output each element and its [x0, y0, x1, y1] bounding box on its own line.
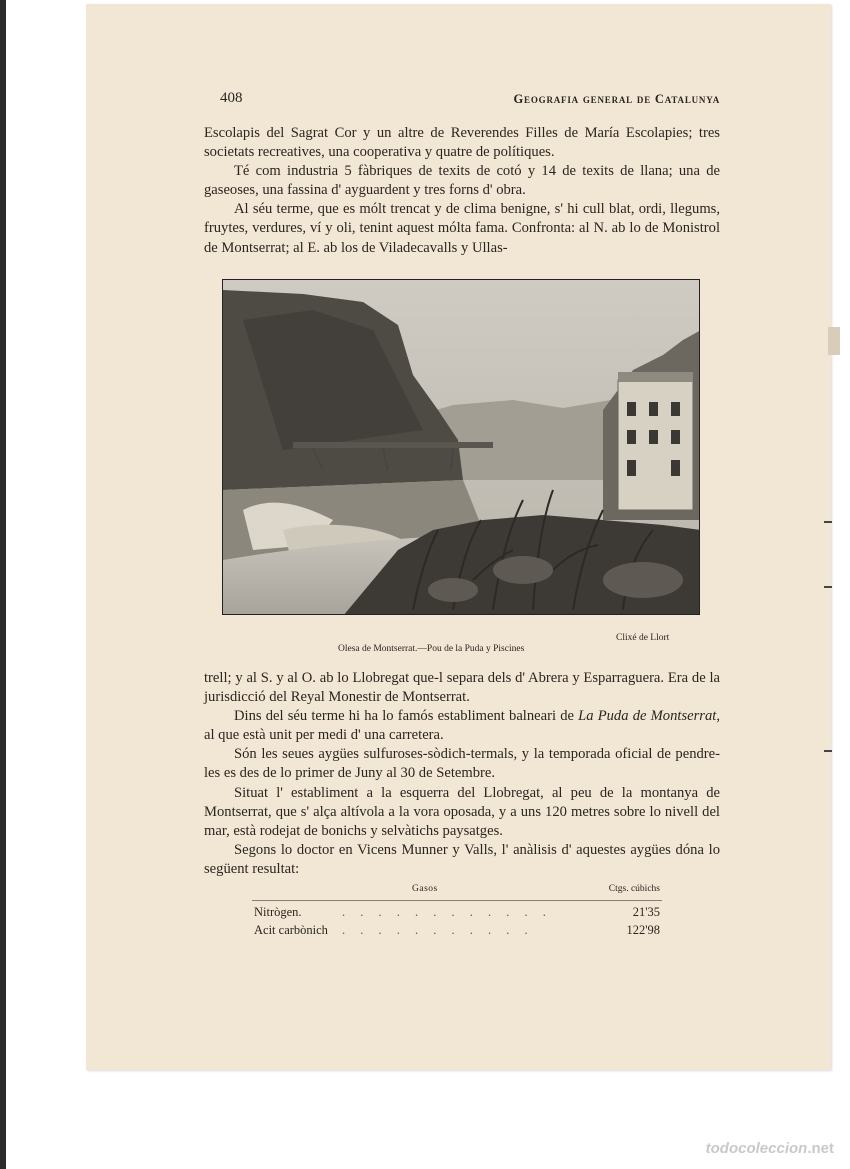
watermark	[706, 1140, 834, 1157]
row-value: 21'35	[632, 905, 660, 919]
paragraph: Escolapis del Sagrat Cor y un altre de Reverendes Filles de María Escolapies; tres societats recreatives, una cooperativa y quatre de polítiques.	[204, 125, 720, 161]
page-tab	[828, 327, 840, 355]
table-header	[252, 884, 662, 901]
text-block-bottom	[204, 669, 720, 879]
paragraph-text: , al que està unit per medi d' una carretera.	[204, 708, 720, 744]
margin-mark	[824, 521, 832, 523]
margin-mark	[824, 750, 832, 752]
paragraph: Són les seues aygües sulfuroses-sòdich-termals, y la temporada oficial de pendre-les es des de lo primer de Juny al 30 de Setembre.	[204, 746, 720, 782]
establishment-name: La Puda de Montserrat	[578, 708, 717, 725]
leader-dots: . . . . . . . . . . . .	[342, 905, 552, 919]
table-row	[252, 903, 662, 919]
paragraph: Té com industria 5 fàbriques de texits de cotó y 14 de texits de llana; una de gaseoses, una fassina d' ayguardent y tres forns d' obra.	[204, 163, 720, 199]
page-number: 408	[220, 90, 243, 106]
paragraph: Al séu terme, que es mólt trencat y de clima benigne, s' hi cull blat, ordi, llegums, fruytes, verdures, ví y oli, tenint aquest mólta fama. Confronta: al N. ab lo de Monistrol de Montserrat; al E. ab los de Viladecavalls y Ullas-	[204, 201, 720, 256]
paragraph: Segons lo doctor en Vicens Munner y Valls, l' anàlisis d' aquestes aygües dóna lo següent resultat:	[204, 841, 720, 877]
scan-left-edge	[0, 0, 6, 1169]
paragraph-with-italic	[204, 707, 720, 745]
running-title: Geografia general de Catalunya	[513, 92, 720, 106]
row-value: 122'98	[626, 923, 660, 937]
paragraph: trell; y al S. y al O. ab lo Llobregat que-l separa dels d' Abrera y Esparraguera. Era de la jurisdicció del Reyal Monestir de Montserrat.	[204, 670, 720, 706]
table-row	[252, 921, 662, 937]
page-header	[220, 90, 720, 110]
leader-dots: . . . . . . . . . . .	[342, 923, 534, 937]
row-label: Acit carbònich	[254, 923, 328, 937]
watermark-text: todocoleccion	[705, 1140, 808, 1157]
header-gasos: Gasos	[412, 884, 438, 894]
row-label: Nitrògen.	[254, 905, 302, 919]
watermark-suffix: .net	[807, 1140, 834, 1157]
margin-mark	[824, 586, 832, 588]
photo-credit: Clixé de Llort	[616, 633, 670, 643]
paragraph: Situat l' establiment a la esquerra del Llobregat, al peu de la montanya de Montserrat, que s' alça altívola a la vora oposada, y a uns 120 metres sobre lo nivell del mar, està rodejat de bonichs y selvàtichs paysatges.	[204, 784, 720, 839]
text-block-top	[204, 124, 720, 258]
photograph	[222, 279, 700, 615]
header-units: Ctgs. cúbichs	[608, 884, 660, 894]
photo-caption: Olesa de Montserrat.—Pou de la Puda y Piscines	[338, 644, 525, 654]
analysis-table	[252, 884, 662, 937]
paragraph-text: Dins del séu terme hi ha lo famós establiment balneari de	[234, 708, 579, 725]
